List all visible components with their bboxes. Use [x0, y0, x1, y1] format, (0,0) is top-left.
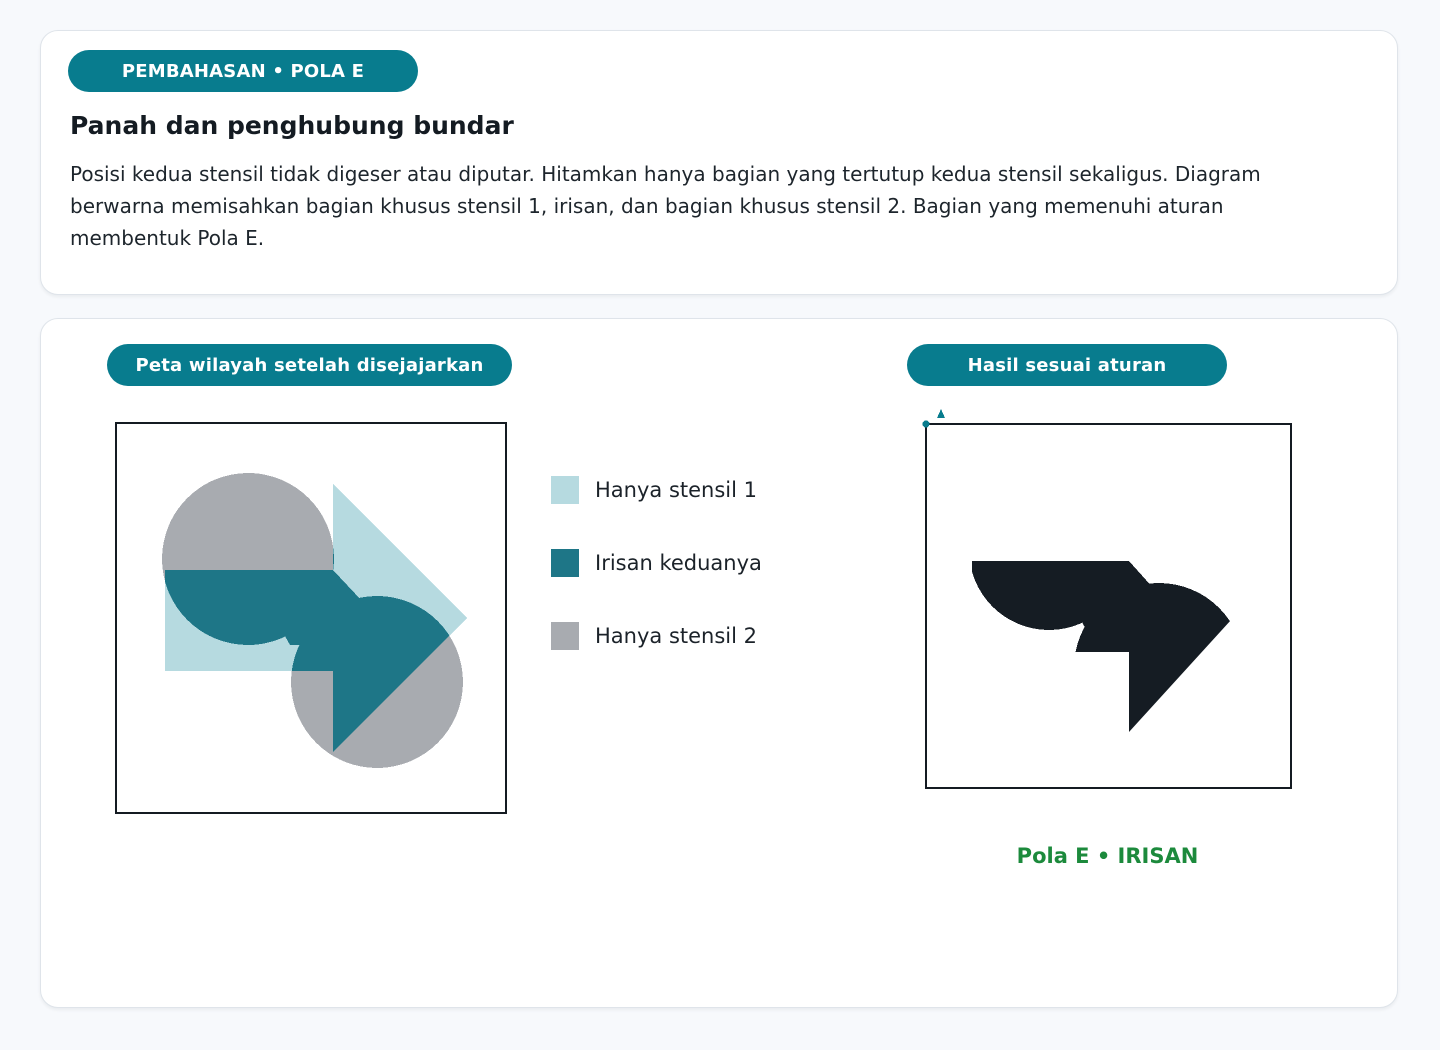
- header-card: [40, 30, 1398, 295]
- result-title: Hasil sesuai aturan: [907, 344, 1227, 386]
- result-diagram: [918, 406, 1298, 796]
- description-text: Posisi kedua stensil tidak digeser atau diputar. Hitamkan hanya bagian yang tertutup kedua stensil sekaligus. Diagram berwarna memisahkan bagian khusus stensil 1, irisan, dan bagian khusus stensil 2. Bagian yang memenuhi aturan membentuk Pola E.: [70, 162, 1261, 250]
- legend-item-stencil-2: [551, 621, 757, 651]
- origin-marker-icon: [923, 421, 930, 428]
- legend-item-stencil-1: [551, 475, 757, 505]
- aligned-map-title: Peta wilayah setelah disejajarkan: [107, 344, 512, 386]
- legend-swatch-stencil-1: [551, 476, 579, 504]
- orientation-marker-icon: [937, 409, 945, 418]
- legend-label-intersection: Irisan keduanya: [595, 551, 762, 575]
- aligned-region-diagram: [115, 422, 509, 816]
- legend-label-stencil-2: Hanya stensil 2: [595, 624, 757, 648]
- section-badge: PEMBAHASAN • POLA E: [68, 50, 418, 92]
- legend-swatch-stencil-2: [551, 622, 579, 650]
- diagram-card: [40, 318, 1398, 1008]
- page-title: Panah dan penghubung bundar: [70, 111, 514, 140]
- result-caption: Pola E • IRISAN: [1016, 844, 1199, 868]
- legend-item-intersection: [551, 548, 762, 578]
- result-shape: [969, 470, 1244, 753]
- legend-swatch-intersection: [551, 549, 579, 577]
- legend-label-stencil-1: Hanya stensil 1: [595, 478, 757, 502]
